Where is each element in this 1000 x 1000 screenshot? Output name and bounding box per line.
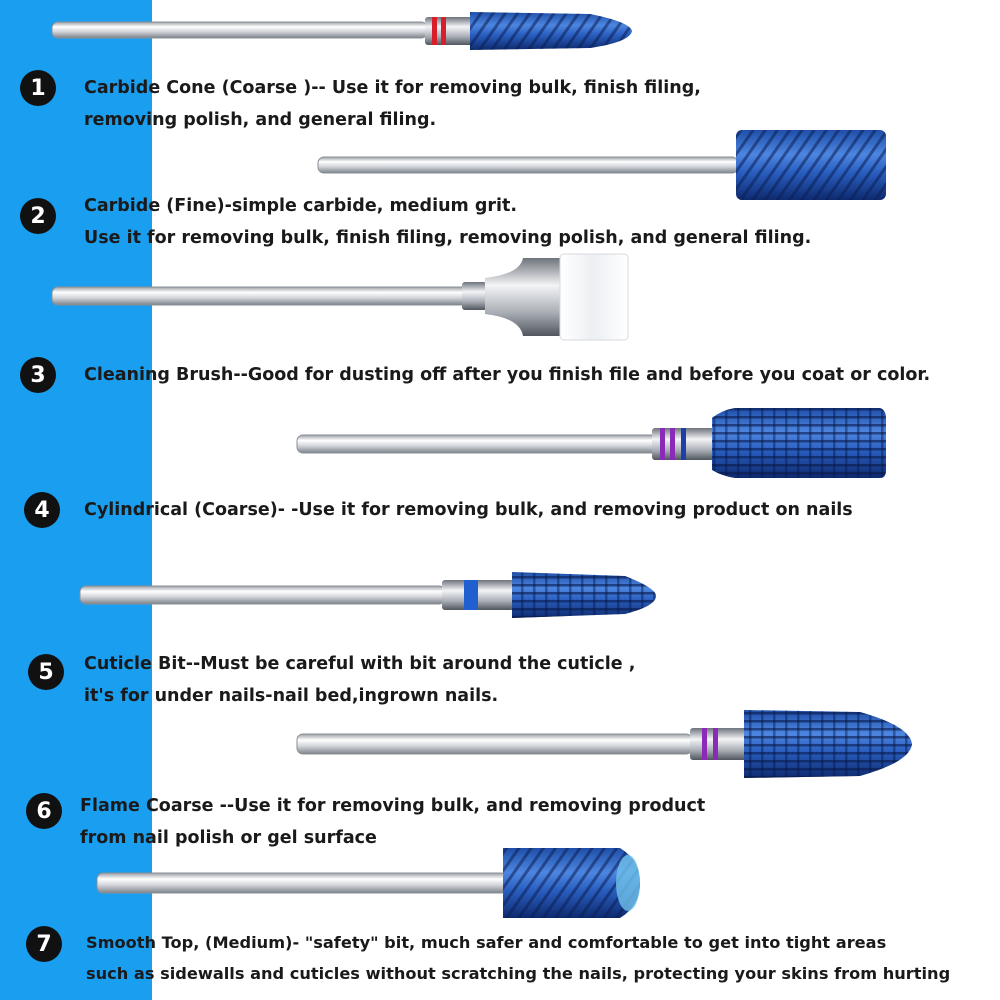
item-7-line-2: such as sidewalls and cuticles without scratching the nails, protecting your skins from hurting bbox=[86, 964, 951, 983]
carbide-cone-bit-icon bbox=[52, 12, 632, 50]
smooth-top-bit-icon bbox=[97, 848, 640, 918]
item-number-6: 6 bbox=[26, 793, 62, 829]
item-number-1: 1 bbox=[20, 70, 56, 106]
item-6-line-2: from nail polish or gel surface bbox=[80, 828, 377, 848]
item-7-line-1: Smooth Top, (Medium)- "safety" bit, much safer and comfortable to get into tight areas bbox=[86, 933, 887, 952]
item-description-6 bbox=[80, 790, 705, 854]
cleaning-brush-icon bbox=[52, 254, 628, 340]
item-1-line-2: removing polish, and general filing. bbox=[84, 110, 437, 130]
item-1-line-1: Carbide Cone (Coarse )-- Use it for removing bulk, finish filing, bbox=[84, 78, 701, 98]
item-number-7: 7 bbox=[26, 926, 62, 962]
item-description-2 bbox=[84, 190, 811, 254]
item-4-line-1: Cylindrical (Coarse)- -Use it for removing bulk, and removing product on nails bbox=[84, 500, 853, 520]
item-5-line-1: Cuticle Bit--Must be careful with bit around the cuticle , bbox=[84, 654, 636, 674]
item-number-4: 4 bbox=[24, 492, 60, 528]
cylindrical-coarse-bit-icon bbox=[297, 408, 886, 478]
item-6-line-1: Flame Coarse --Use it for removing bulk, and removing product bbox=[80, 796, 706, 816]
item-2-line-1: Carbide (Fine)-simple carbide, medium grit. bbox=[84, 196, 518, 216]
flame-coarse-bit-icon bbox=[297, 710, 912, 778]
item-description-3 bbox=[84, 359, 930, 391]
item-number-5: 5 bbox=[28, 654, 64, 690]
item-description-7 bbox=[86, 927, 950, 989]
item-number-2: 2 bbox=[20, 198, 56, 234]
item-2-line-2: Use it for removing bulk, finish filing, removing polish, and general filing. bbox=[84, 228, 812, 248]
item-description-4 bbox=[84, 494, 853, 526]
item-3-line-1: Cleaning Brush--Good for dusting off after you finish file and before you coat or color. bbox=[84, 365, 931, 385]
cuticle-bit-icon bbox=[80, 572, 656, 618]
item-number-3: 3 bbox=[20, 357, 56, 393]
item-description-5 bbox=[84, 648, 635, 712]
item-description-1 bbox=[84, 72, 701, 136]
item-5-line-2: it's for under nails-nail bed,ingrown nails. bbox=[84, 686, 499, 706]
